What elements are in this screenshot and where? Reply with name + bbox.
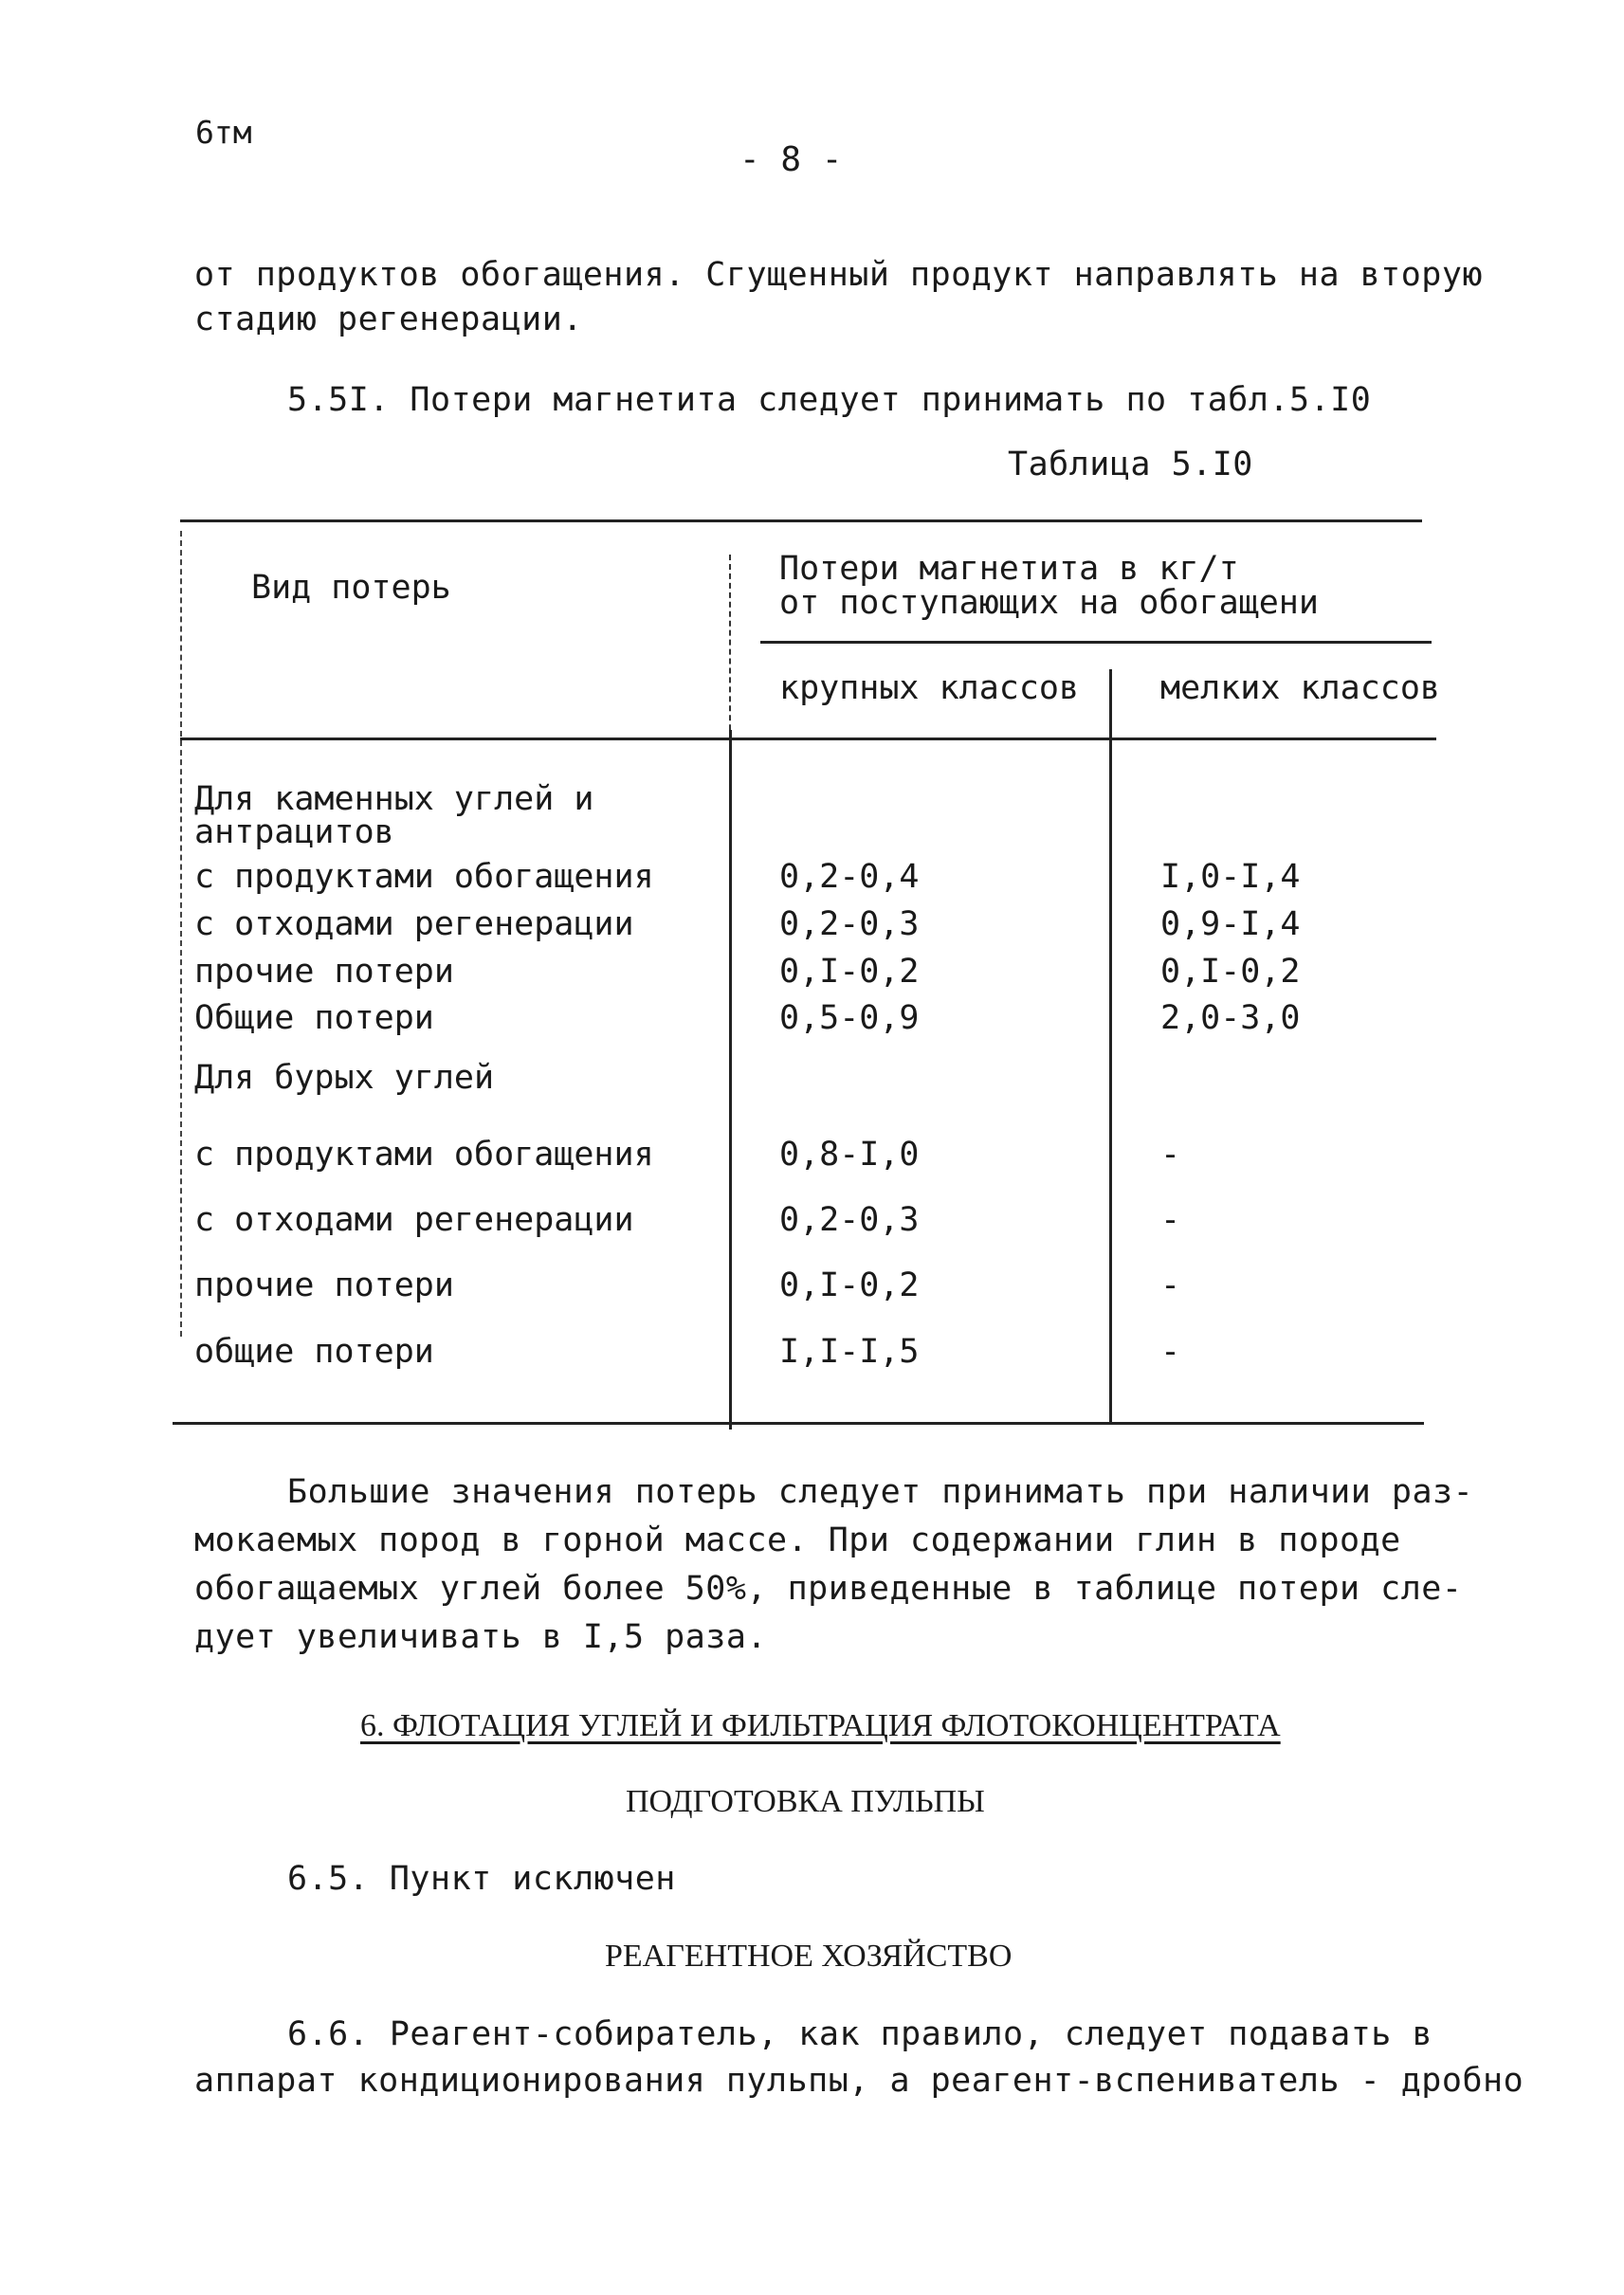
clause-5-51: 5.5I. Потери магнетита следует принимать по табл.5.I0: [287, 381, 1372, 419]
row-value-small: 2,0-3,0: [1160, 999, 1301, 1037]
row-value-small: -: [1160, 1266, 1181, 1304]
row-label: с отходами регенерации: [194, 1201, 634, 1239]
col-group-header-line-2: от поступающих на обогащени: [779, 584, 1319, 622]
table-top-rule: [180, 519, 1422, 522]
table-column-divider-2: [1109, 669, 1112, 1423]
row-label: с отходами регенерации: [194, 905, 634, 943]
row-value-large: 0,2-0,3: [779, 1201, 920, 1239]
table-subheader-rule: [760, 641, 1432, 644]
section-6-title: 6. ФЛОТАЦИЯ УГЛЕЙ И ФИЛЬТРАЦИЯ ФЛОТОКОНЦЕНТРАТА: [360, 1708, 1281, 1743]
col-header-loss-type: Вид потерь: [251, 569, 451, 607]
col-header-large-classes: крупных классов: [779, 669, 1080, 707]
note-line-4: дует увеличивать в I,5 раза.: [194, 1618, 768, 1656]
row-value-large: 0,2-0,4: [779, 858, 920, 896]
table-column-divider-1-solid: [729, 730, 732, 1430]
row-value-small: 0,9-I,4: [1160, 905, 1301, 943]
row-value-small: -: [1160, 1136, 1181, 1174]
row-value-small: I,0-I,4: [1160, 858, 1301, 896]
table-header-rule: [180, 738, 1436, 740]
table-caption: Таблица 5.I0: [1008, 446, 1253, 483]
note-line-2: мокаемых пород в горной массе. При содержании глин в породе: [194, 1521, 1401, 1559]
col-group-header-line-1: Потери магнетита в кг/т: [779, 550, 1239, 588]
row-label: с продуктами обогащения: [194, 858, 654, 896]
note-line-3: обогащаемых углей более 50%, приведенные в таблице потери сле-: [194, 1570, 1463, 1608]
intro-line-2: стадию регенерации.: [194, 301, 583, 338]
row-label: с продуктами обогащения: [194, 1136, 654, 1174]
row-label: прочие потери: [194, 1266, 454, 1304]
clause-6-6-line-2: аппарат кондиционирования пульпы, а реагент-вспениватель - дробно: [194, 2062, 1524, 2100]
group-title-brown-coal: Для бурых углей: [194, 1059, 495, 1097]
group-title-stone-coal-line-2: антрацитов: [194, 813, 394, 851]
clause-6-6-line-1: 6.6. Реагент-собиратель, как правило, следует подавать в: [287, 2015, 1433, 2053]
row-value-small: 0,I-0,2: [1160, 953, 1301, 991]
col-header-small-classes: мелких классов: [1160, 669, 1441, 707]
row-value-large: 0,5-0,9: [779, 999, 920, 1037]
row-label: общие потери: [194, 1333, 434, 1371]
table-left-rule: [180, 531, 182, 1337]
row-label: прочие потери: [194, 953, 454, 991]
row-value-small: -: [1160, 1201, 1181, 1239]
clause-6-5: 6.5. Пункт исключен: [287, 1860, 676, 1898]
page-number: - 8 -: [739, 140, 843, 179]
row-label: Общие потери: [194, 999, 434, 1037]
row-value-large: 0,I-0,2: [779, 1266, 920, 1304]
row-value-small: -: [1160, 1333, 1181, 1371]
table-bottom-rule: [173, 1422, 1424, 1425]
section-6-subtitle-reagent: РЕАГЕНТНОЕ ХОЗЯЙСТВО: [605, 1939, 1013, 1974]
row-value-large: 0,I-0,2: [779, 953, 920, 991]
group-title-stone-coal-line-1: Для каменных углей и: [194, 780, 594, 818]
row-value-large: I,I-I,5: [779, 1333, 920, 1371]
note-line-1: Большие значения потерь следует принимать при наличии раз-: [287, 1473, 1474, 1511]
row-value-large: 0,2-0,3: [779, 905, 920, 943]
section-6-subtitle-pulp: ПОДГОТОВКА ПУЛЬПЫ: [626, 1784, 985, 1819]
document-code: 6тм: [195, 114, 252, 151]
row-value-large: 0,8-I,0: [779, 1136, 920, 1174]
intro-line-1: от продуктов обогащения. Сгущенный продукт направлять на вторую: [194, 256, 1484, 294]
